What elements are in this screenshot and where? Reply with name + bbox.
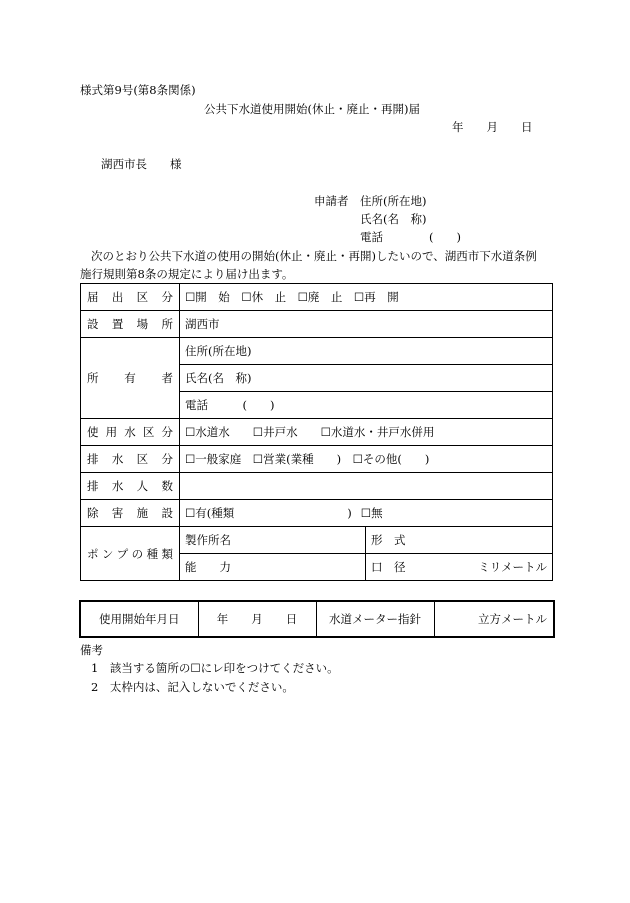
pump-maker-field[interactable]: 製作所名 (180, 527, 366, 554)
pump-capacity-field[interactable]: 能 力 (180, 554, 366, 581)
start-date-label: 使用開始年月日 (80, 601, 198, 637)
water-source-label: 使 用 水 区 分 (81, 419, 180, 446)
remark-item-2: 2 太枠内は、記入しないでください。 (91, 680, 294, 694)
addressee: 湖西市長 様 (101, 157, 182, 171)
owner-label: 所 有 者 (81, 338, 180, 419)
applicant-name-label: 氏名(名 称) (360, 212, 427, 226)
applicant-role: 申請者 (314, 194, 349, 208)
owner-name-field[interactable]: 氏名(名 称) (180, 365, 553, 392)
pump-bore-field[interactable] (366, 554, 553, 581)
drainage-people-field[interactable] (180, 473, 553, 500)
remark-item-1: 1 該当する箇所の☐にレ印をつけてください。 (91, 661, 339, 675)
date-line: 年 月 日 (452, 120, 533, 134)
pump-label: ポ ン プ の 種 類 (81, 527, 180, 581)
row-notice-type (81, 284, 553, 311)
location-label: 設 置 場 所 (81, 311, 180, 338)
office-use-table (79, 600, 555, 638)
notification-table (80, 283, 553, 581)
row-drainage-people (81, 473, 553, 500)
applicant-address-label: 住所(所在地) (360, 194, 427, 208)
form-number: 様式第9号(第8条関係) (80, 83, 196, 97)
row-start-date (80, 601, 554, 637)
remarks-title: 備考 (80, 643, 103, 657)
pump-bore-unit: ミリメートル (478, 560, 547, 574)
meter-field[interactable]: 立方メートル (434, 601, 554, 637)
treatment-options[interactable] (180, 500, 553, 527)
intro-line-1: 次のとおり公共下水道の使用の開始(休止・廃止・再開)したいので、湖西市下水道条例 (91, 249, 537, 263)
form-title: 公共下水道使用開始(休止・廃止・再開)届 (204, 102, 420, 116)
treatment-without-checkbox[interactable]: ☐無 (360, 506, 383, 520)
row-location (81, 311, 553, 338)
meter-label: 水道メーター指針 (316, 601, 434, 637)
row-water-source (81, 419, 553, 446)
pump-bore-label: 口 径 (371, 560, 406, 574)
location-field[interactable]: 湖西市 (180, 311, 553, 338)
start-date-field[interactable]: 年 月 日 (198, 601, 316, 637)
treatment-label: 除 害 施 設 (81, 500, 180, 527)
pump-model-field[interactable]: 形 式 (366, 527, 553, 554)
drainage-people-label: 排 水 人 数 (81, 473, 180, 500)
row-pump-1 (81, 527, 553, 554)
row-treatment (81, 500, 553, 527)
applicant-phone-label: 電話 ( ) (360, 230, 461, 244)
notice-type-label: 届 出 区 分 (81, 284, 180, 311)
notice-type-options[interactable]: ☐開 始 ☐休 止 ☐廃 止 ☐再 開 (180, 284, 553, 311)
drainage-type-label: 排 水 区 分 (81, 446, 180, 473)
row-owner-address (81, 338, 553, 365)
row-drainage-type (81, 446, 553, 473)
owner-phone-field[interactable]: 電話 ( ) (180, 392, 553, 419)
water-source-options[interactable]: ☐水道水 ☐井戸水 ☐水道水・井戸水併用 (180, 419, 553, 446)
treatment-close-paren: ) (347, 506, 352, 520)
intro-line-2: 施行規則第8条の規定により届け出ます。 (80, 267, 294, 281)
treatment-with-checkbox[interactable]: ☐有(種類 (185, 506, 235, 520)
owner-address-field[interactable]: 住所(所在地) (180, 338, 553, 365)
drainage-type-options[interactable]: ☐一般家庭 ☐営業(業種 ) ☐その他( ) (180, 446, 553, 473)
